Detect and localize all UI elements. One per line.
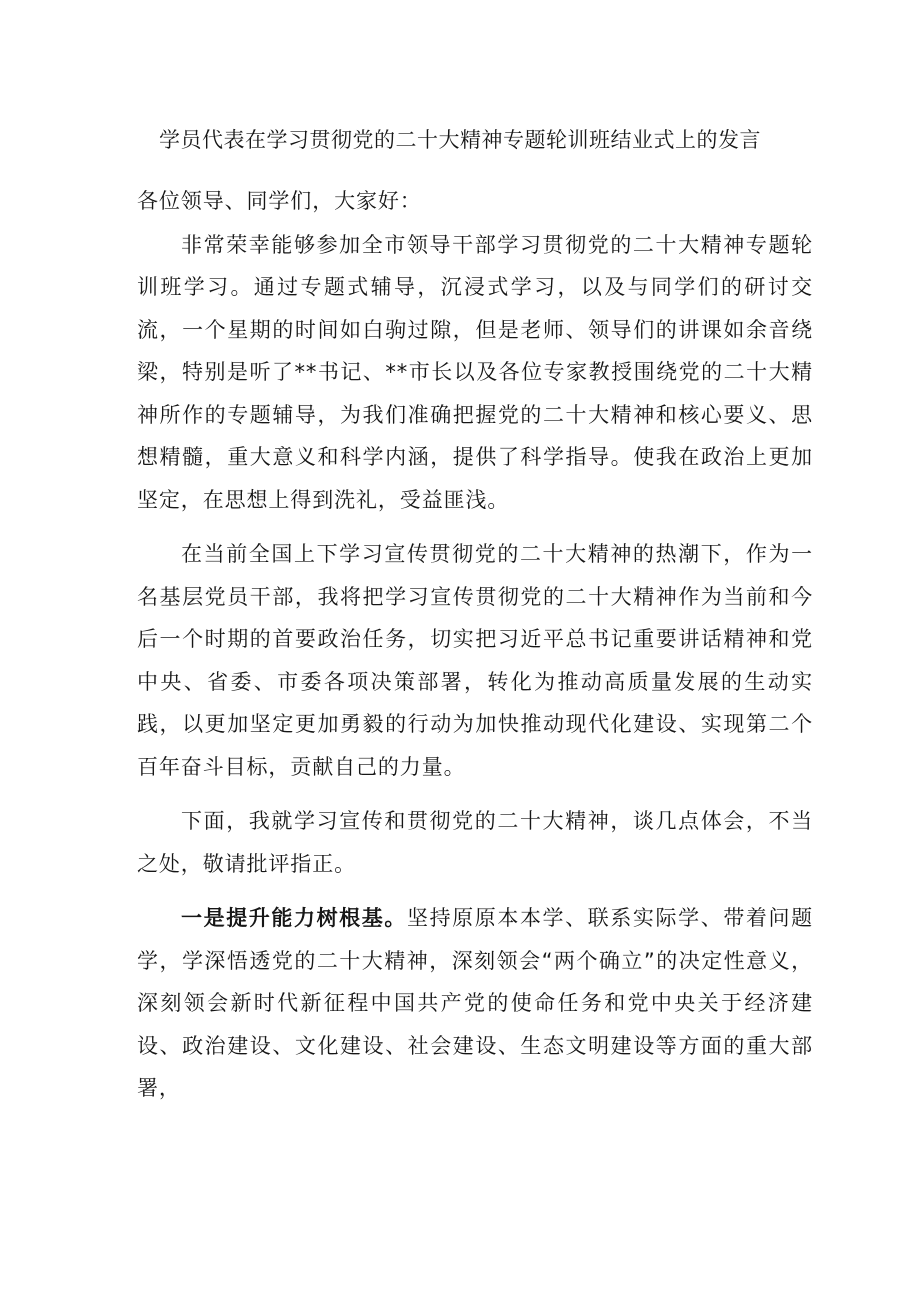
point-one-text: 坚持原原本本学、联系实际学、带着问题学，学深悟透党的二十大精神，深刻领会“两个确立”的决定性意义，深刻领会新时代新征程中国共产党的使命任务和党中央关于经济建设、政治建设、文化建设、社会建设、生态文明建设等方面的重大部署， bbox=[137, 906, 814, 1100]
document-title: 学员代表在学习贯彻党的二十大精神专题轮训班结业式上的发言 bbox=[159, 128, 761, 152]
paragraph-point-one bbox=[137, 897, 813, 1110]
paragraph-intro: 非常荣幸能够参加全市领导干部学习贯彻党的二十大精神专题轮训班学习。通过专题式辅导，沉浸式学习，以及与同学们的研讨交流，一个星期的时间如白驹过隙，但是老师、领导们的讲课如余音绕梁，特别是听了**书记、**市长以及各位专家教授围绕党的二十大精神所作的专题辅导，为我们准确把握党的二十大精神和核心要义、思想精髓，重大意义和科学内涵，提供了科学指导。使我在政治上更加坚定，在思想上得到洗礼，受益匪浅。 bbox=[137, 232, 813, 512]
document-body bbox=[137, 180, 813, 1122]
paragraph-commitment: 在当前全国上下学习宣传贯彻党的二十大精神的热潮下，作为一名基层党员干部，我将把学习宣传贯彻党的二十大精神作为当前和今后一个时期的首要政治任务，切实把习近平总书记重要讲话精神和党中央、省委、市委各项决策部署，转化为推动高质量发展的生动实践，以更加坚定更加勇毅的行动为加快推动现代化建设、实现第二个百年奋斗目标，贡献自己的力量。 bbox=[137, 542, 813, 779]
point-one-heading: 一是提升能力树根基。 bbox=[181, 906, 407, 930]
greeting: 各位领导、同学们，大家好： bbox=[137, 189, 422, 213]
paragraph-transition: 下面，我就学习宣传和贯彻党的二十大精神，谈几点体会，不当之处，敬请批评指正。 bbox=[137, 809, 813, 876]
